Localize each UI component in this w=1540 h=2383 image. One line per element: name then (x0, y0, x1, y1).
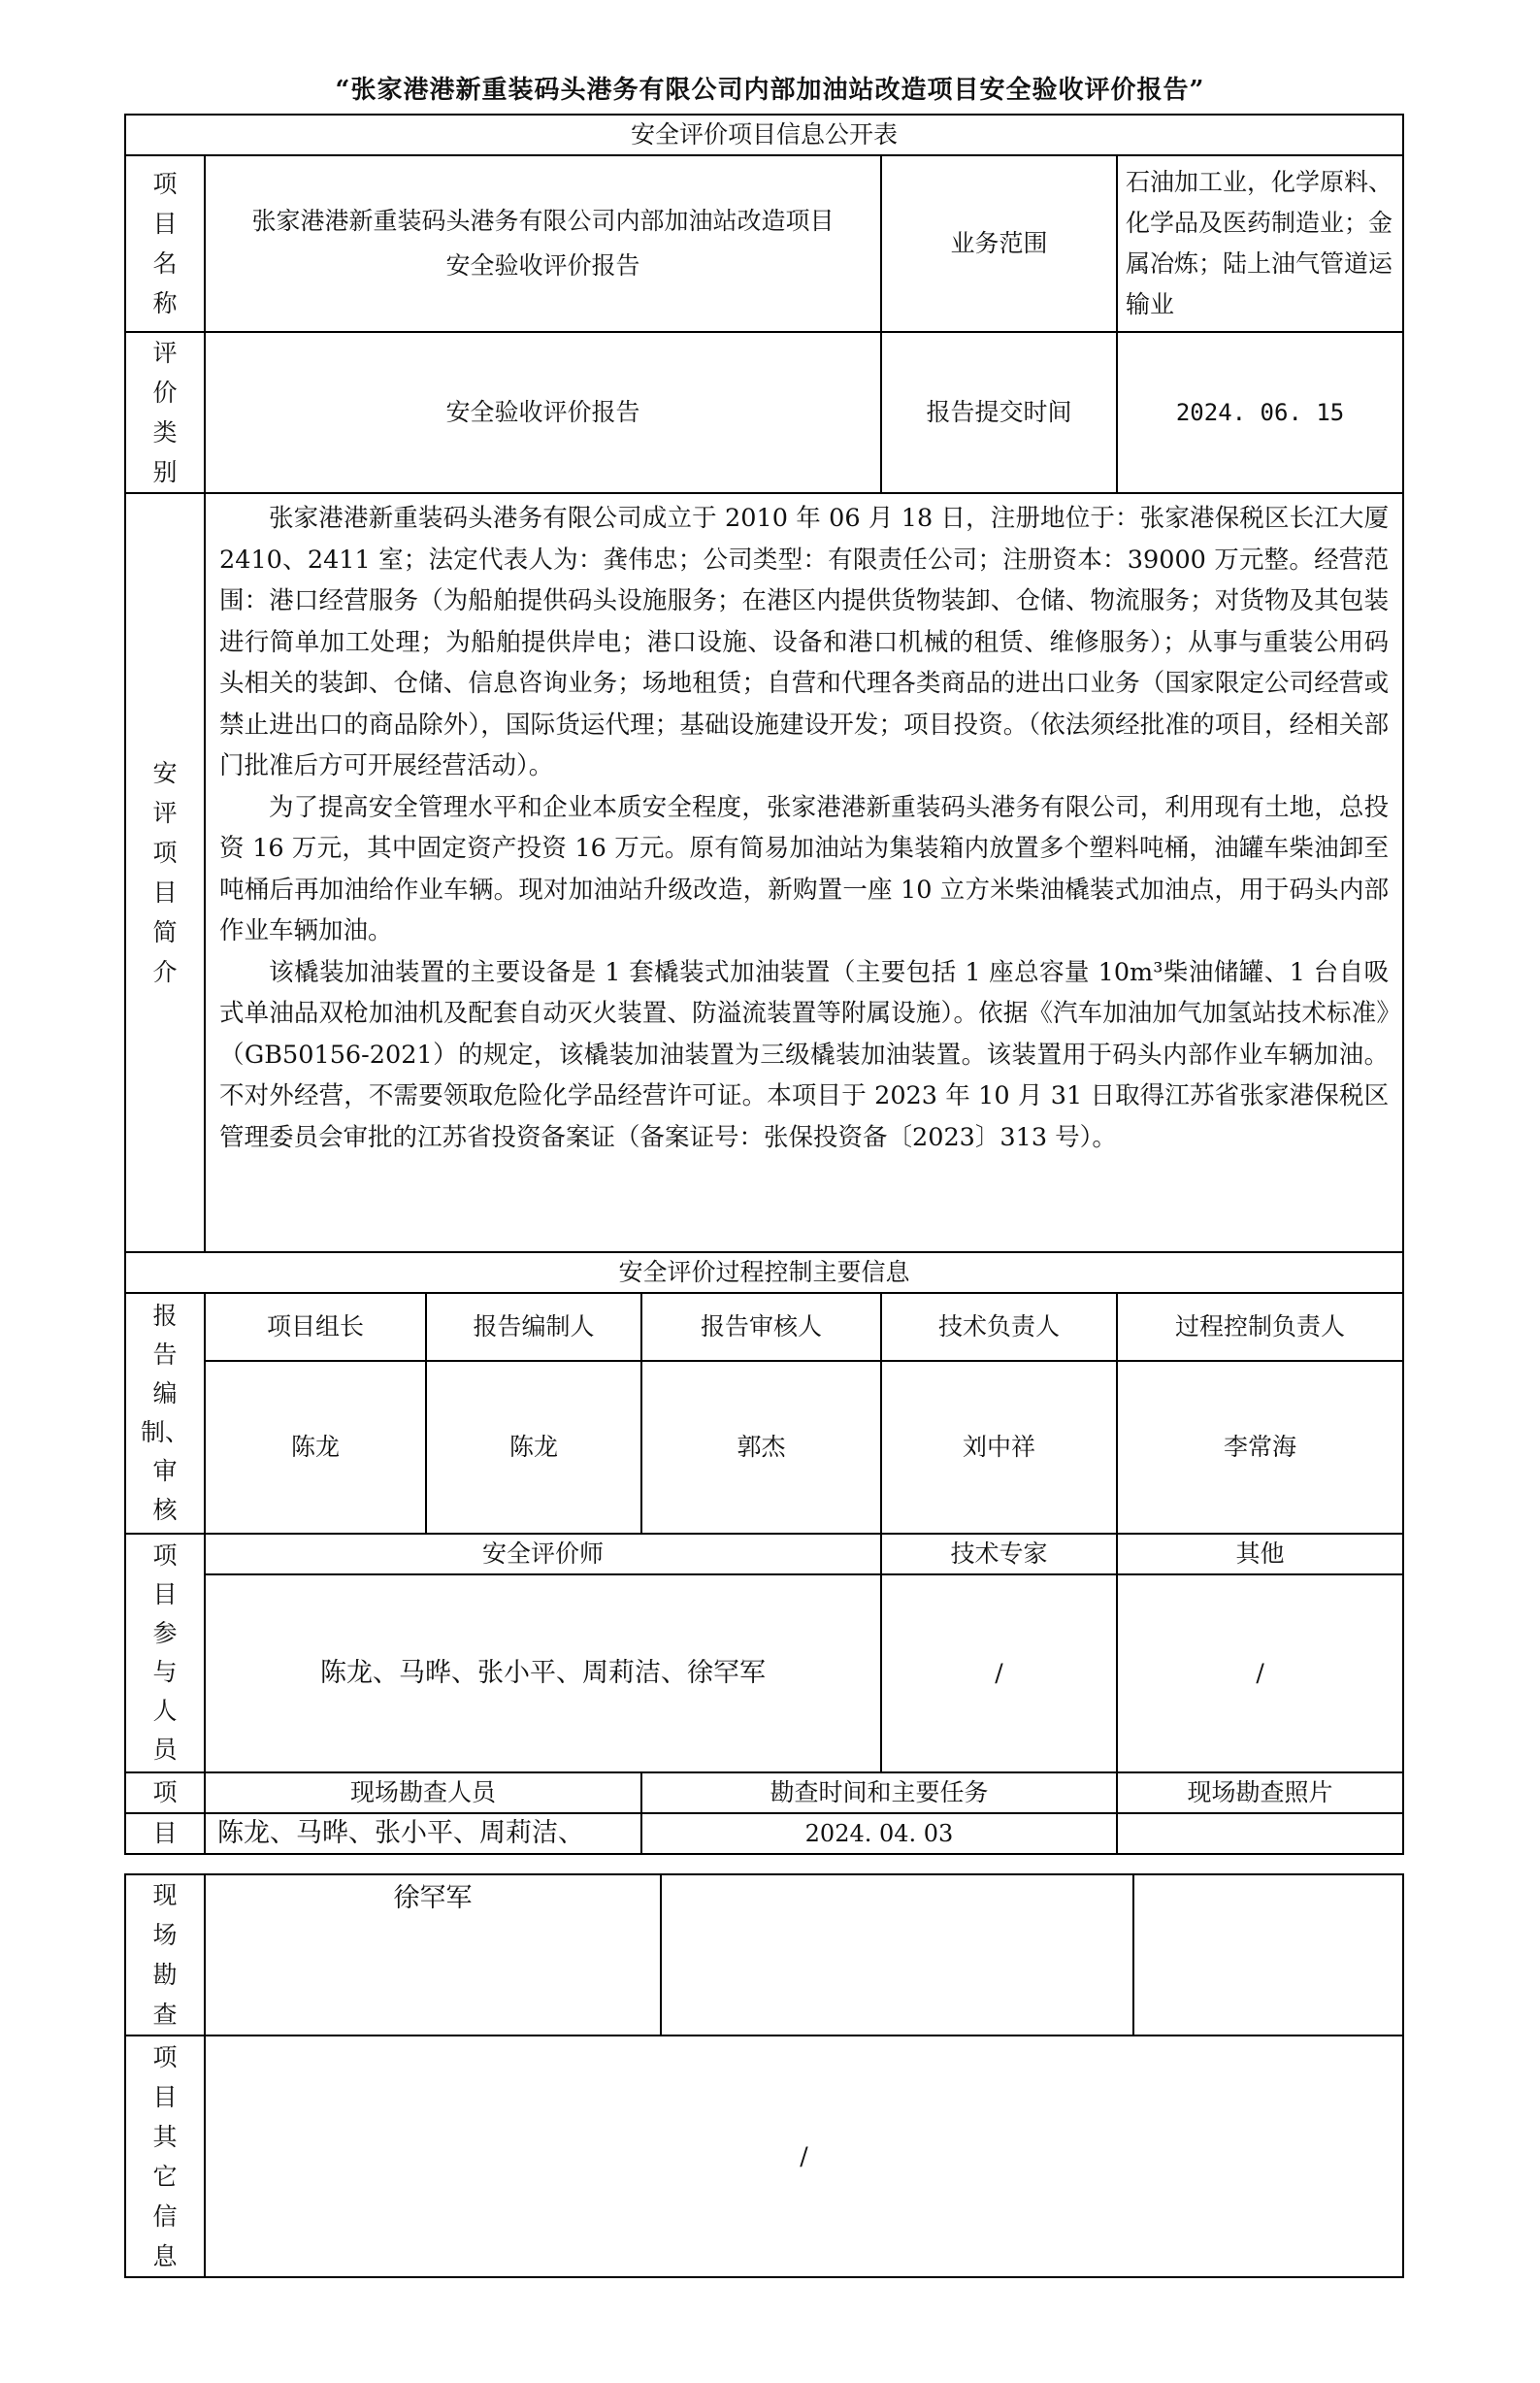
expert-header: 技术专家 (881, 1534, 1117, 1574)
intro-paragraph: 为了提高安全管理水平和企业本质安全程度，张家港港新重装码头港务有限公司，利用现有土地，总投资 16 万元，其中固定资产投资 16 万元。原有简易加油站为集装箱内放置多个塑料吨桶，油罐车柴油卸至吨桶后再加油给作业车辆。现对加油站升级改造，新购置一座 10 立方米柴油橇装式加油点，用于码头内部作业车辆加油。 (219, 792, 1390, 945)
section-public-info: 安全评价项目信息公开表 (125, 115, 1403, 155)
document-title: “张家港港新重装码头港务有限公司内部加油站改造项目安全验收评价报告” (335, 76, 1205, 105)
survey-label-top2: 目 (125, 1813, 205, 1854)
survey-date: 2024. 04. 03 (641, 1813, 1117, 1854)
others: / (1117, 1574, 1403, 1772)
role-reviewer: 报告审核人 (641, 1293, 881, 1361)
other-header: 其他 (1117, 1534, 1403, 1574)
business-scope: 石油加工业，化学原料、化学品及医药制造业；金属冶炼；陆上油气管道运输业 (1117, 155, 1403, 332)
survey-task-header: 勘查时间和主要任务 (641, 1772, 1117, 1813)
intro-paragraph: 张家港港新重装码头港务有限公司成立于 2010 年 06 月 18 日，注册地位于：张家港保税区长江大厦 2410、2411 室；法定代表人为：龚伟忠；公司类型：有限责任公司；注册资本：39000 万元整。经营范围：港口经营服务（为船舶提供码头设施服务；在港区内提供货物装卸、仓储、物流服务；对货物及其包装进行简单加工处理；为船舶提供岸电；港口设施、设备和港口机械的租赁、维修服务）；从事与重装公用码头相关的装卸、仓储、信息咨询业务；场地租赁；自营和代理各类商品的进出口业务（国家限定公司经营或禁止进出口的商品除外），国际货运代理；基础设施建设开发；项目投资。（依法须经批准的项目，经相关部门批准后方可开展经营活动）。 (219, 504, 1390, 780)
survey-photo-header: 现场勘查照片 (1117, 1772, 1403, 1813)
submit-time-label: 报告提交时间 (881, 332, 1117, 493)
person-process-lead: 李常海 (1117, 1361, 1403, 1534)
project-name: 张家港港新重装码头港务有限公司内部加油站改造项目 安全验收评价报告 (205, 155, 881, 332)
survey-staff-header: 现场勘查人员 (205, 1772, 641, 1813)
participants-label: 项 目 参 与 人 员 (125, 1534, 205, 1772)
evaluator-header: 安全评价师 (205, 1534, 881, 1574)
project-name-label: 项 目 名 称 (125, 155, 205, 332)
report-label: 报 告 编 制、 审 核 (125, 1293, 205, 1534)
business-scope-label: 业务范围 (881, 155, 1117, 332)
survey-label-top: 项 (125, 1772, 205, 1813)
role-leader: 项目组长 (205, 1293, 426, 1361)
intro-text (205, 493, 1403, 1252)
person-author: 陈龙 (426, 1361, 641, 1534)
section-process: 安全评价过程控制主要信息 (125, 1252, 1403, 1293)
role-author: 报告编制人 (426, 1293, 641, 1361)
survey-photo-cell (1117, 1813, 1403, 1854)
continuation-table (124, 1873, 1404, 2278)
survey-label-bottom: 现 场 勘 查 (125, 1874, 205, 2035)
person-leader: 陈龙 (205, 1361, 426, 1534)
other-info: / (205, 2035, 1403, 2277)
other-info-label: 项 目 其 它 信 息 (125, 2035, 205, 2277)
intro-label: 安 评 项 目 简 介 (125, 493, 205, 1252)
experts: / (881, 1574, 1117, 1772)
survey-photo-cell-2 (1133, 1874, 1403, 2035)
survey-task-cell (661, 1874, 1133, 2035)
role-tech-lead: 技术负责人 (881, 1293, 1117, 1361)
evaluators: 陈龙、马晔、张小平、周莉洁、徐罕军 (205, 1574, 881, 1772)
eval-type-label: 评 价 类 别 (125, 332, 205, 493)
survey-staff-line1: 陈龙、马晔、张小平、周莉洁、 (205, 1813, 641, 1854)
person-tech-lead: 刘中祥 (881, 1361, 1117, 1534)
info-table (124, 114, 1404, 1855)
submit-time: 2024. 06. 15 (1117, 332, 1403, 493)
survey-staff-line2: 徐罕军 (205, 1874, 661, 2035)
person-reviewer: 郭杰 (641, 1361, 881, 1534)
intro-paragraph: 该橇装加油装置的主要设备是 1 套橇装式加油装置（主要包括 1 座总容量 10m³柴油储罐、1 台自吸式单油品双枪加油机及配套自动灭火装置、防溢流装置等附属设施）。依据《汽车加油加气加氢站技术标准》（GB50156-2021）的规定，该橇装加油装置为三级橇装加油装置。该装置用于码头内部作业车辆加油。不对外经营，不需要领取危险化学品经营许可证。本项目于 2023 年 10 月 31 日取得江苏省张家港保税区管理委员会审批的江苏省投资备案证（备案证号：张保投资备〔2023〕313 号）。 (219, 957, 1390, 1152)
eval-type: 安全验收评价报告 (205, 332, 881, 493)
role-process-lead: 过程控制负责人 (1117, 1293, 1403, 1361)
